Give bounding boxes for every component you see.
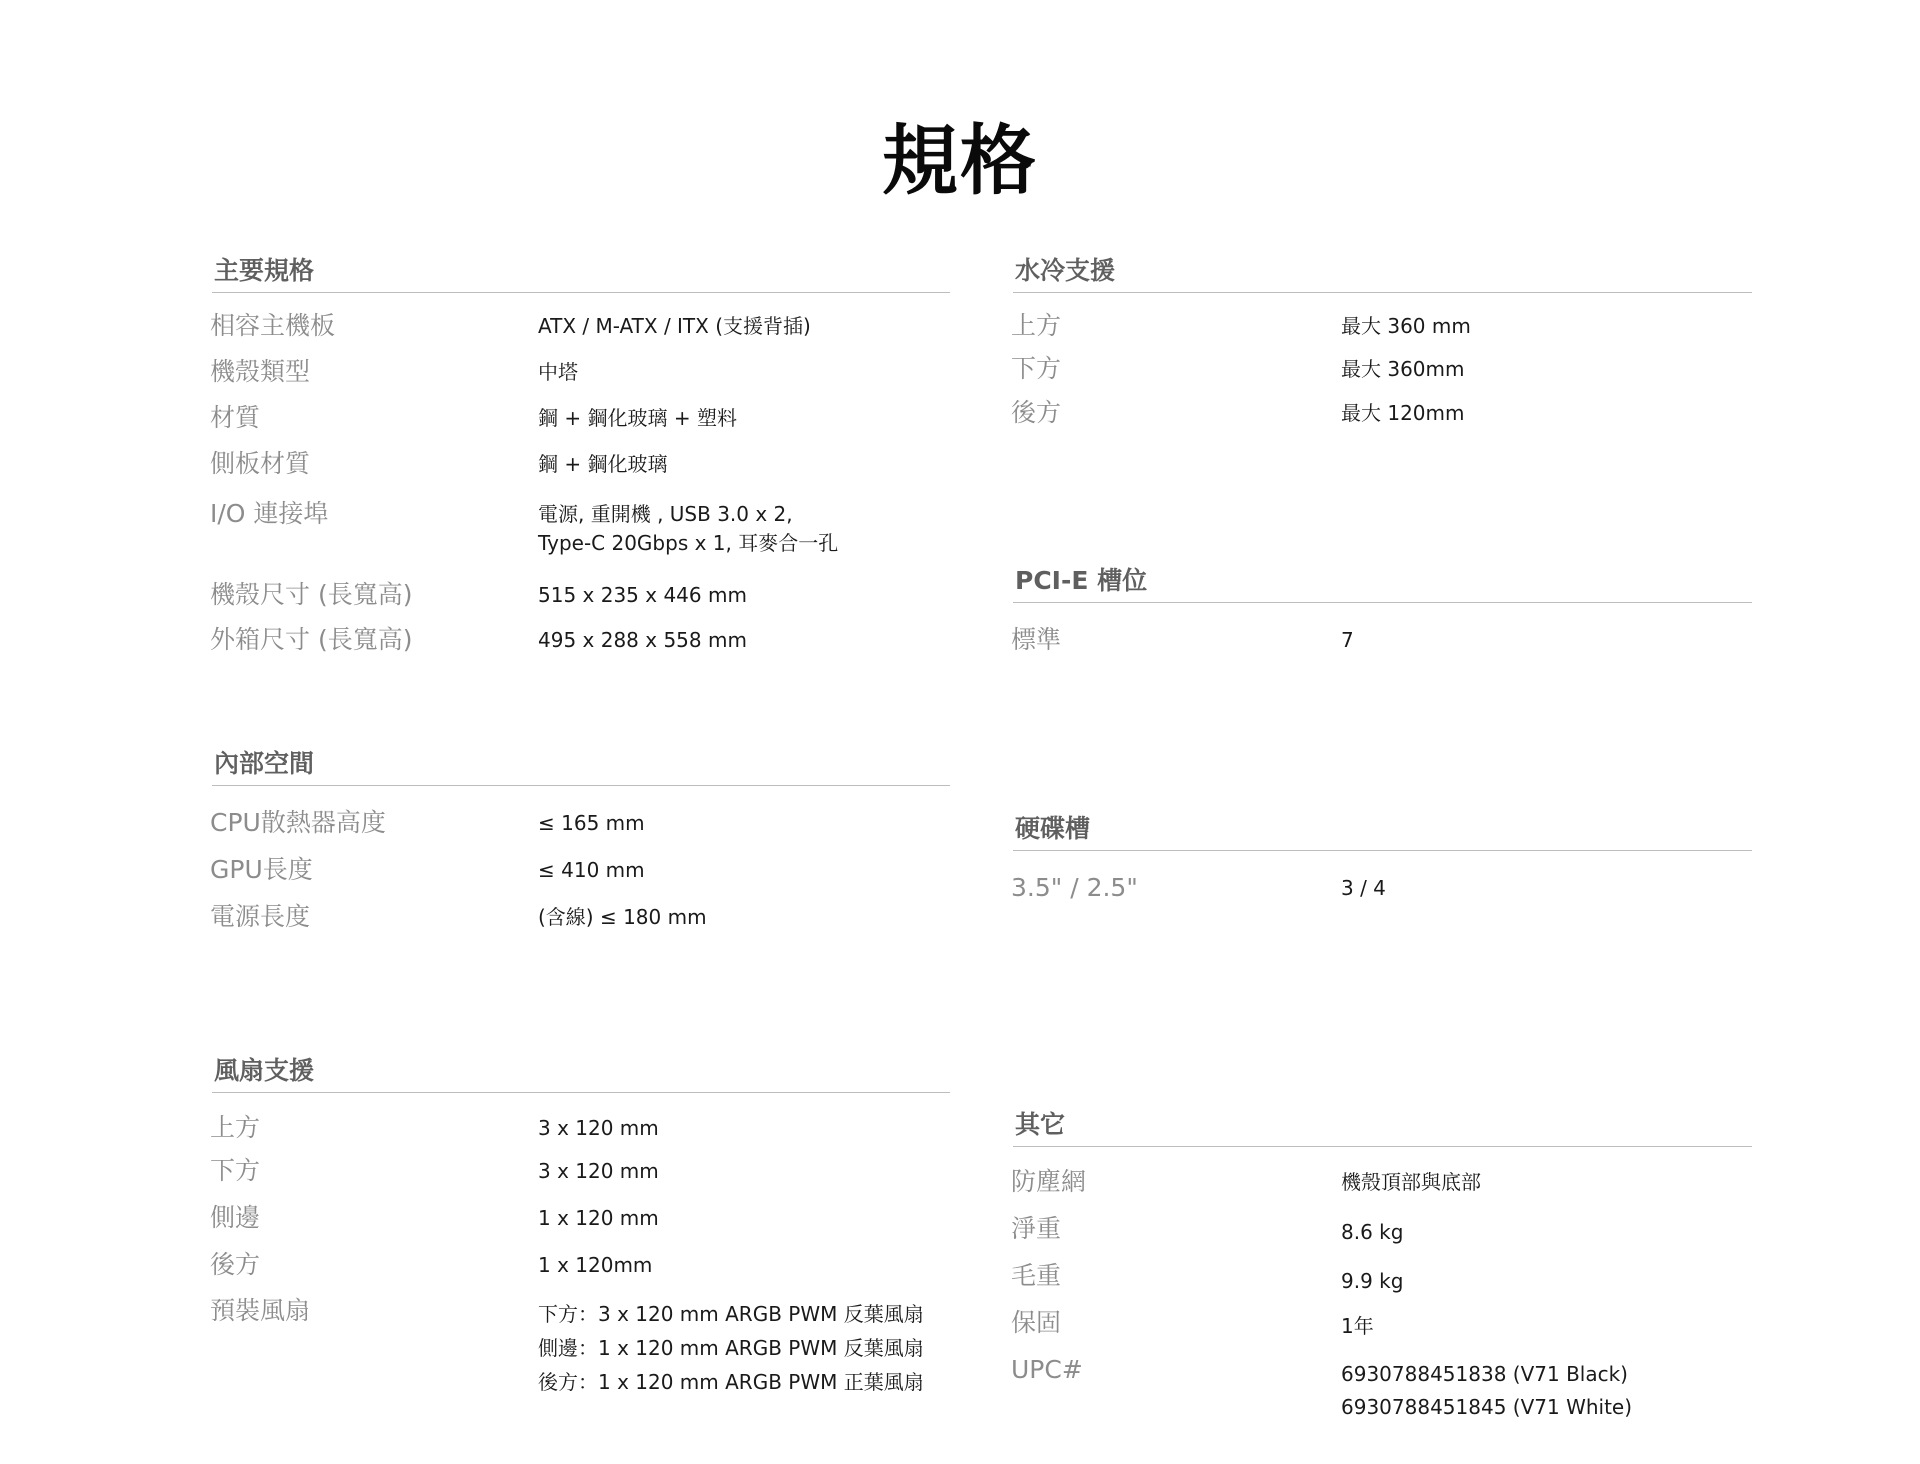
spec-label: 保固 [1011,1308,1062,1337]
spec-value-line: 電源, 重開機 , USB 3.0 x 2, [538,502,793,526]
spec-label: 相容主機板 [210,311,336,340]
spec-value: 495 x 288 x 558 mm [538,628,747,652]
spec-value [538,500,838,558]
spec-value: ATX / M-ATX / ITX (支援背插) [538,314,811,338]
spec-value: 1 x 120mm [538,1253,653,1277]
spec-value: 8.6 kg [1341,1220,1404,1244]
spec-label: 外箱尺寸 (長寬高) [210,625,413,654]
spec-value [538,1297,924,1399]
spec-value-line: 下方：3 x 120 mm ARGB PWM 反葉風扇 [538,1302,924,1326]
spec-label: 下方 [210,1156,261,1185]
section-heading: 水冷支援 [1013,249,1752,293]
spec-label: 電源長度 [210,902,311,931]
spec-label: 後方 [210,1250,261,1279]
spec-label: 毛重 [1011,1261,1062,1290]
spec-value-line: Type-C 20Gbps x 1, 耳麥合一孔 [538,531,839,555]
spec-value: (含線) ≤ 180 mm [538,905,707,929]
spec-label: 預裝風扇 [210,1296,311,1325]
spec-value-line: 側邊：1 x 120 mm ARGB PWM 反葉風扇 [538,1336,924,1360]
spec-value: 515 x 235 x 446 mm [538,583,747,607]
spec-label: 材質 [210,403,261,432]
spec-label: 淨重 [1011,1214,1062,1243]
spec-value: 中塔 [538,360,578,384]
spec-label: UPC# [1011,1355,1083,1384]
section-heading: 硬碟槽 [1013,807,1752,851]
pcie-section [1011,559,1752,654]
spec-value-line: 後方：1 x 120 mm ARGB PWM 正葉風扇 [538,1370,924,1394]
spec-value-line: 6930788451845 (V71 White) [1341,1395,1633,1419]
spec-value: 3 x 120 mm [538,1116,659,1140]
spec-value: 機殼頂部與底部 [1341,1170,1481,1194]
spec-label: 側邊 [210,1203,261,1232]
fan-support-section [210,1049,950,1394]
spec-label: 3.5" / 2.5" [1011,873,1138,902]
other-section [1011,1103,1752,1419]
spec-value: 3 x 120 mm [538,1159,659,1183]
section-heading: 內部空間 [212,742,950,786]
spec-value: 最大 120mm [1341,401,1465,425]
spec-value: 鋼 + 鋼化玻璃 + 塑料 [538,406,737,430]
spec-label: 機殼尺寸 (長寬高) [210,580,413,609]
spec-label: 側板材質 [210,449,311,478]
main-specs-section [210,249,950,654]
section-heading: 其它 [1013,1103,1752,1147]
spec-label: 下方 [1011,354,1062,383]
spec-value: ≤ 165 mm [538,811,645,835]
spec-label: 標準 [1011,625,1062,654]
spec-value: ≤ 410 mm [538,858,645,882]
section-heading: 主要規格 [212,249,950,293]
water-cooling-section [1011,249,1752,427]
spec-value: 1年 [1341,1314,1374,1338]
spec-label: GPU長度 [210,855,313,884]
spec-value: 鋼 + 鋼化玻璃 [538,452,668,476]
spec-value: 9.9 kg [1341,1269,1404,1293]
spec-label: I/O 連接埠 [210,499,329,528]
section-heading: 風扇支援 [212,1049,950,1093]
spec-label: 防塵網 [1011,1167,1087,1196]
page-title: 規格 [882,116,1038,205]
spec-value: 最大 360mm [1341,357,1465,381]
spec-value [1341,1358,1632,1424]
spec-value: 1 x 120 mm [538,1206,659,1230]
spec-value: 3 / 4 [1341,876,1386,900]
spec-label: CPU散熱器高度 [210,808,386,837]
spec-value: 7 [1341,628,1354,652]
spec-label: 後方 [1011,398,1062,427]
spec-label: 上方 [210,1113,261,1142]
section-heading: PCI-E 槽位 [1013,559,1752,603]
internal-space-section [210,742,950,931]
spec-value: 最大 360 mm [1341,314,1471,338]
spec-label: 上方 [1011,311,1062,340]
spec-value-line: 6930788451838 (V71 Black) [1341,1362,1628,1386]
spec-label: 機殼類型 [210,357,311,386]
drive-bays-section [1011,807,1752,902]
